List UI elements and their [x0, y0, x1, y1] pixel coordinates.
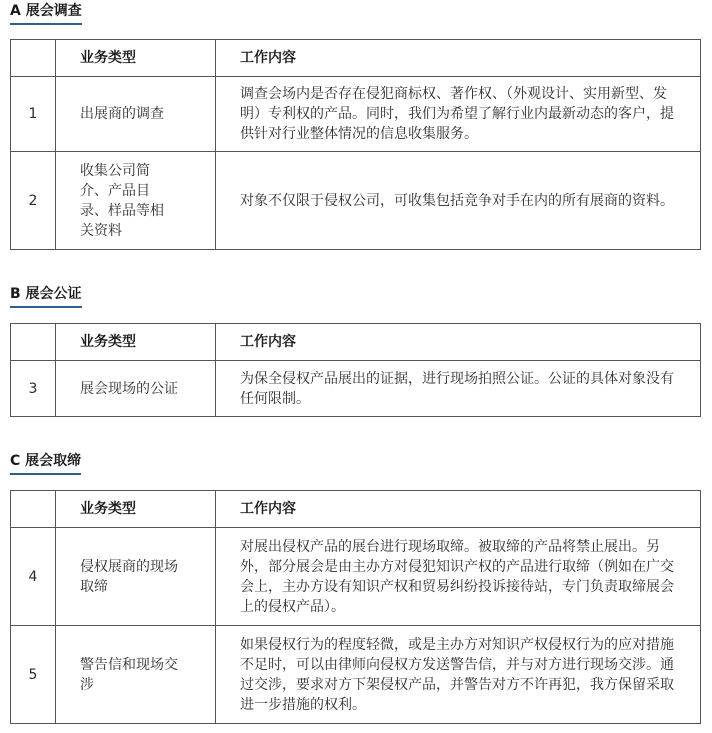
table-header-row: [11, 491, 701, 528]
work-content: 如果侵权行为的程度轻微，或是主办方对知识产权侵权行为的应对措施不足时，可以由律师向侵权方发送警告信，并与对方进行现场交涉。通过交涉，要求对方下架侵权产品，并警告对方不许再犯，我方保留采取进一步措施的权利。: [216, 626, 701, 724]
business-type: 出展商的调查: [56, 77, 216, 152]
section-a-title: A 展会调查: [10, 2, 82, 25]
table-header-row: [11, 40, 701, 77]
section-c-table: [10, 490, 701, 724]
table-row: [11, 528, 701, 626]
section-a-table: [10, 39, 701, 250]
work-content: 调查会场内是否存在侵犯商标权、著作权、（外观设计、实用新型、发明）专利权的产品。同时，我们为希望了解行业内最新动态的客户，提供针对行业整体情况的信息收集服务。: [216, 77, 701, 152]
row-number: 3: [11, 361, 56, 417]
row-number: 5: [11, 626, 56, 724]
header-content-cell: 工作内容: [216, 324, 701, 361]
work-content: 为保全侵权产品展出的证据，进行现场拍照公证。公证的具体对象没有任何限制。: [216, 361, 701, 417]
header-type-cell: 业务类型: [56, 491, 216, 528]
section-c-title: C 展会取缔: [10, 452, 81, 475]
table-row: [11, 361, 701, 417]
section-b-table: [10, 323, 701, 417]
header-number-cell: [11, 40, 56, 77]
business-type: 收集公司简介、产品目录、样品等相关资料: [56, 152, 216, 250]
row-number: 1: [11, 77, 56, 152]
table-header-row: [11, 324, 701, 361]
header-content-cell: 工作内容: [216, 491, 701, 528]
section-b-title: B 展会公证: [10, 285, 82, 308]
table-row: [11, 626, 701, 724]
header-number-cell: [11, 324, 56, 361]
header-type-cell: 业务类型: [56, 40, 216, 77]
header-content-cell: 工作内容: [216, 40, 701, 77]
business-type: 侵权展商的现场取缔: [56, 528, 216, 626]
row-number: 4: [11, 528, 56, 626]
business-type: 展会现场的公证: [56, 361, 216, 417]
table-row: [11, 152, 701, 250]
table-row: [11, 77, 701, 152]
header-type-cell: 业务类型: [56, 324, 216, 361]
work-content: 对象不仅限于侵权公司，可收集包括竞争对手在内的所有展商的资料。: [216, 152, 701, 250]
header-number-cell: [11, 491, 56, 528]
work-content: 对展出侵权产品的展台进行现场取缔。被取缔的产品将禁止展出。另外，部分展会是由主办方对侵犯知识产权的产品进行取缔（例如在广交会上，主办方设有知识产权和贸易纠纷投诉接待站，专门负责取缔展会上的侵权产品）。: [216, 528, 701, 626]
row-number: 2: [11, 152, 56, 250]
business-type: 警告信和现场交涉: [56, 626, 216, 724]
